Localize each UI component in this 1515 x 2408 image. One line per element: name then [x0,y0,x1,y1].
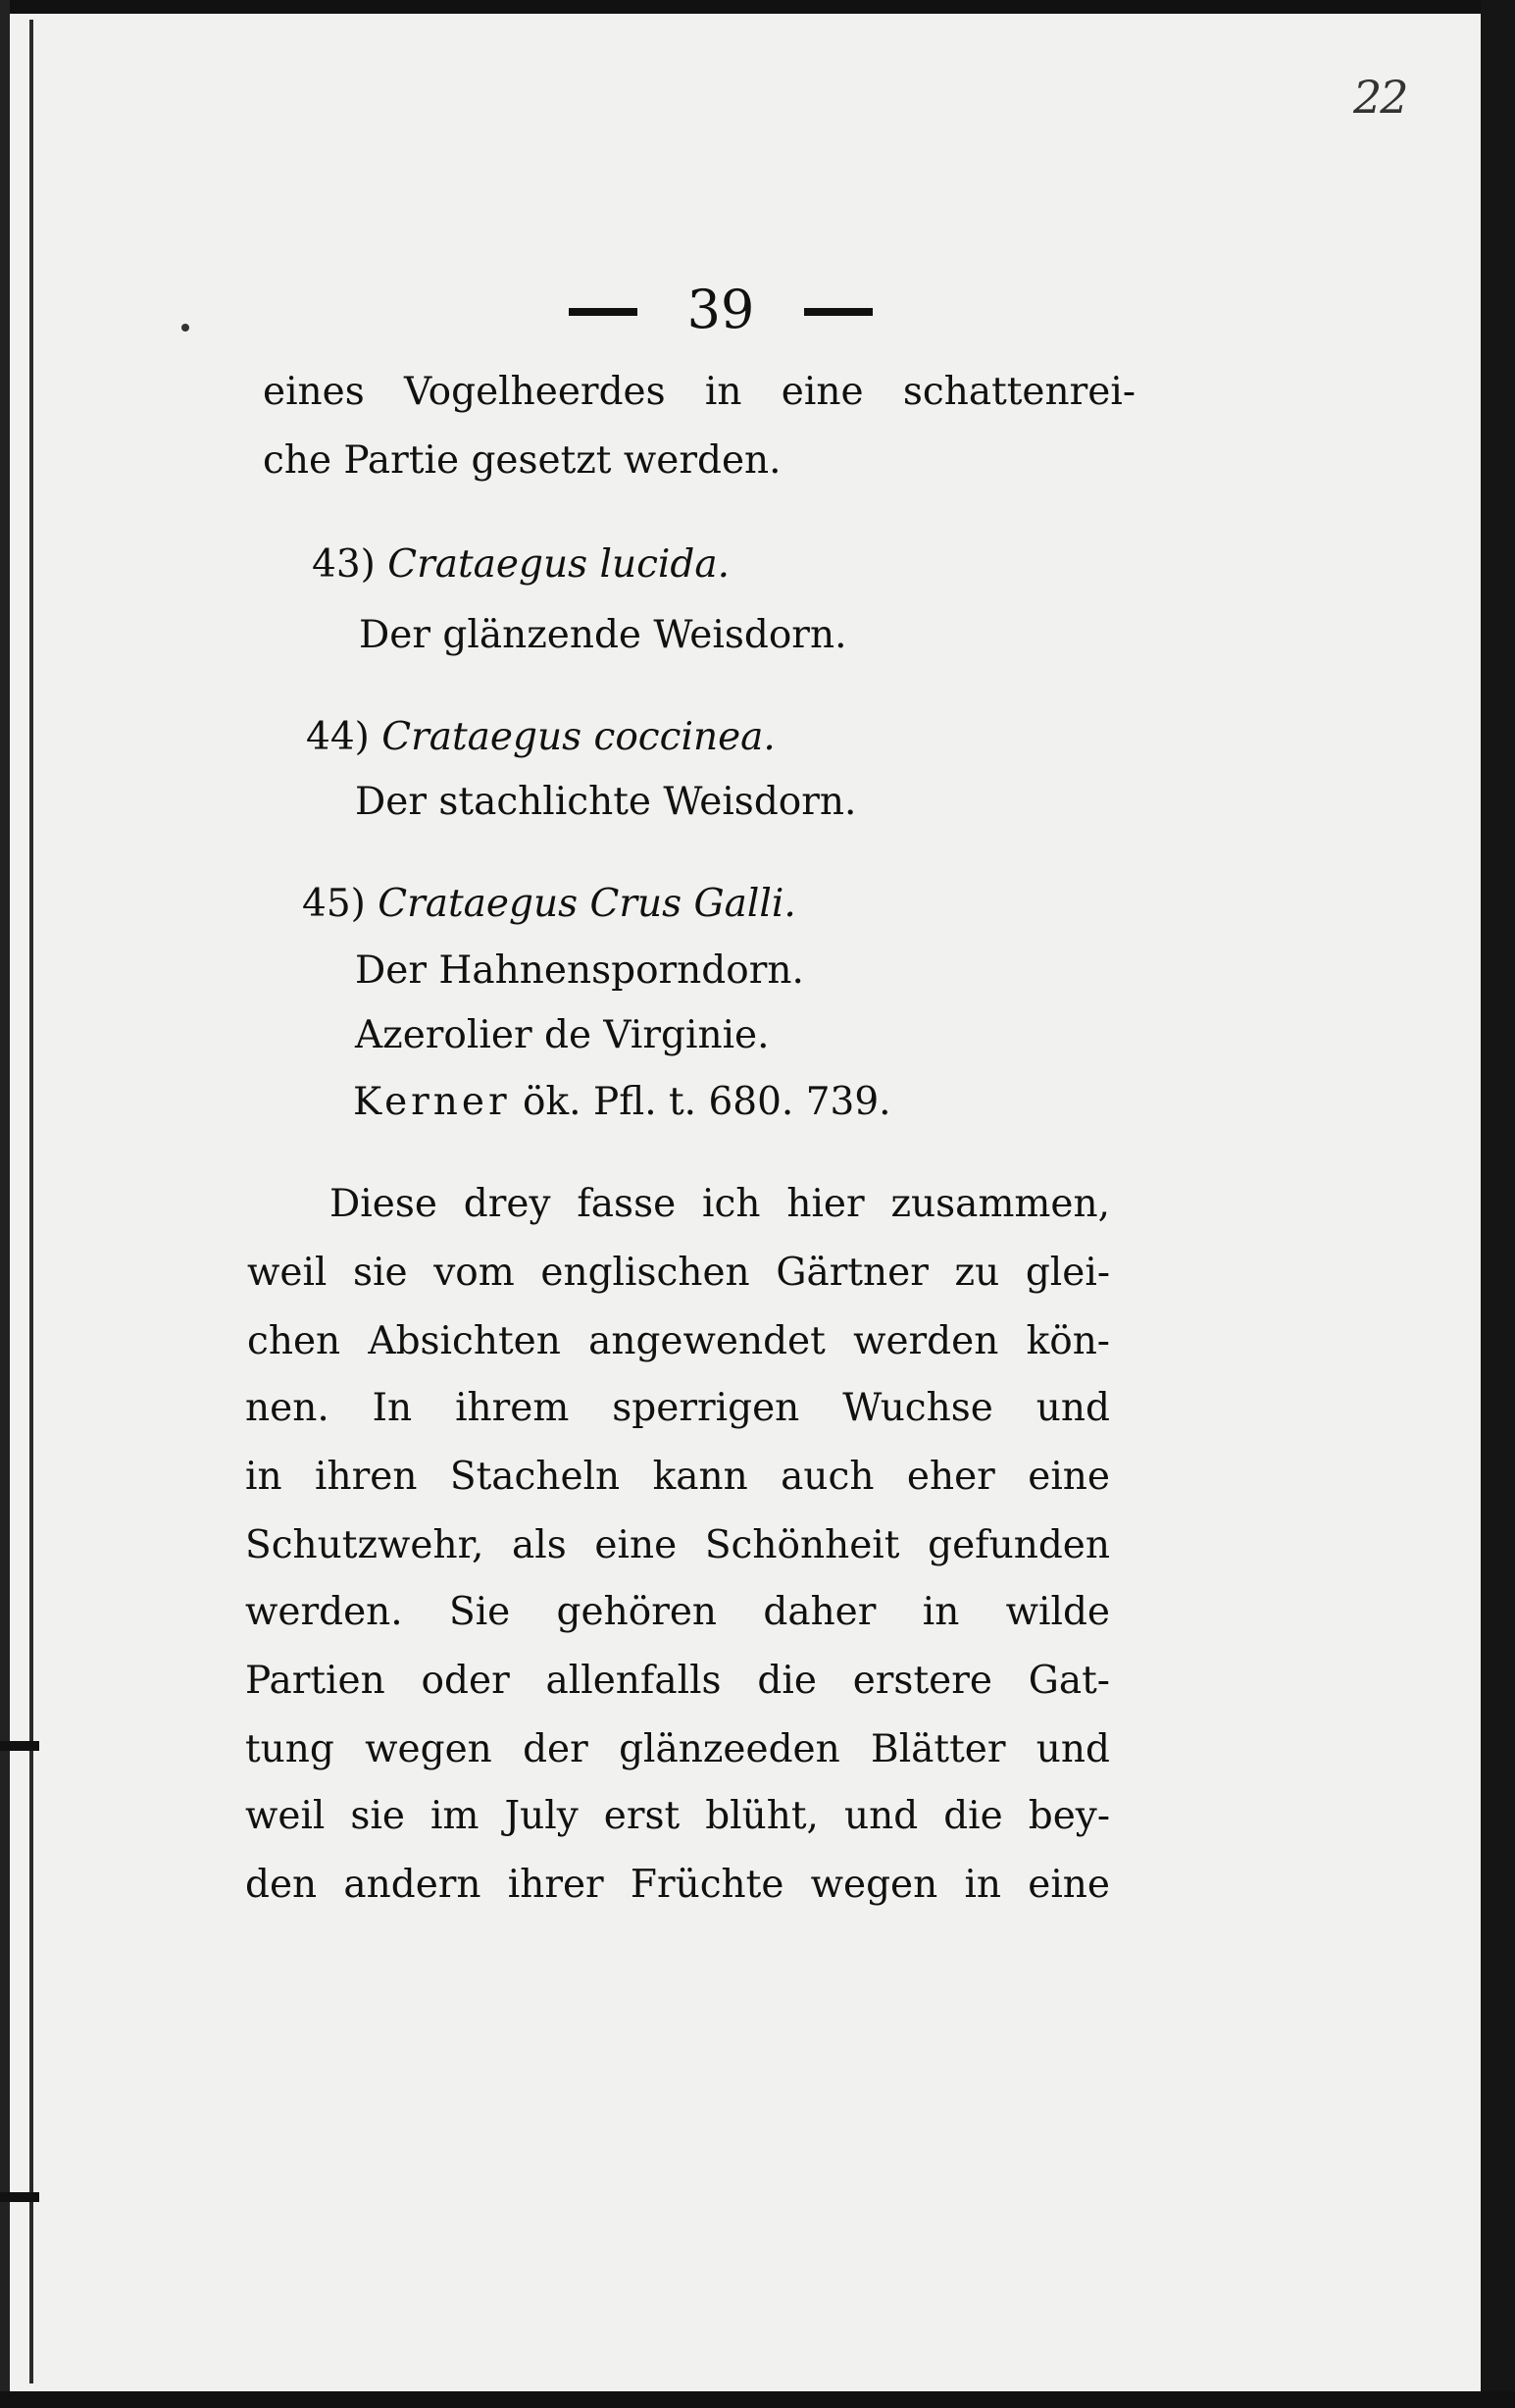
paragraph-line: weil sie im July erst blüht, und die bey- [245,1794,1110,1838]
paragraph-line: werden. Sie gehören daher in wilde [245,1590,1110,1634]
common-name: Der stachlichte Weisdorn. [355,780,857,824]
paragraph-line: weil sie vom englischen Gärtner zu glei- [247,1251,1110,1295]
text-line: eines Vogelheerdes in eine schattenrei- [263,370,1136,414]
binding-edge [29,20,33,2383]
common-name: Der Hahnensporndorn. [355,948,804,993]
scan-border-top [0,0,1515,14]
reference-author: Kerner [353,1080,511,1124]
scan-border-right [1481,0,1515,2408]
paragraph-line: nen. In ihrem sperrigen Wuchse und [245,1386,1110,1430]
text-line: che Partie gesetzt werden. [263,438,782,483]
species-name: Crataegus Crus Galli. [378,882,796,926]
scan-border-bottom [0,2391,1515,2408]
entry-number: 43) [312,542,376,587]
paragraph-line: Partien oder allenfalls die erstere Gat- [245,1659,1110,1703]
paragraph-line: chen Absichten angewendet werden kön- [247,1319,1110,1363]
reference-detail: ök. Pfl. t. 680. 739. [510,1080,891,1124]
reference [353,1079,891,1126]
paragraph-line: Schutzwehr, als eine Schönheit gefunden [245,1523,1110,1567]
page-header [530,275,883,353]
entry-44 [306,714,776,761]
paragraph-line: tung wegen der glänzeeden Blätter und [245,1727,1110,1771]
binding-notch [0,1741,39,1751]
species-name: Crataegus coccinea. [381,715,776,759]
header-dash-right [804,308,873,316]
scan-border-left [0,0,10,2408]
entry-number: 44) [306,715,370,759]
entry-45 [302,881,796,928]
entry-number: 45) [302,882,366,926]
paragraph-line: Diese drey fasse ich hier zusammen, [329,1182,1110,1226]
folio-number: 22 [1353,71,1407,124]
binding-notch [0,2192,39,2202]
ink-speck [181,324,189,332]
species-name: Crataegus lucida. [387,542,731,587]
common-name: Der glänzende Weisdorn. [359,613,847,657]
paragraph-line: in ihren Stacheln kann auch eher eine [245,1455,1110,1499]
entry-43 [312,541,730,589]
paragraph-line: den andern ihrer Früchte wegen in eine [245,1863,1110,1907]
common-name: Azerolier de Virginie. [355,1013,770,1057]
page-number: 39 [686,279,755,340]
header-dash-left [569,308,637,316]
